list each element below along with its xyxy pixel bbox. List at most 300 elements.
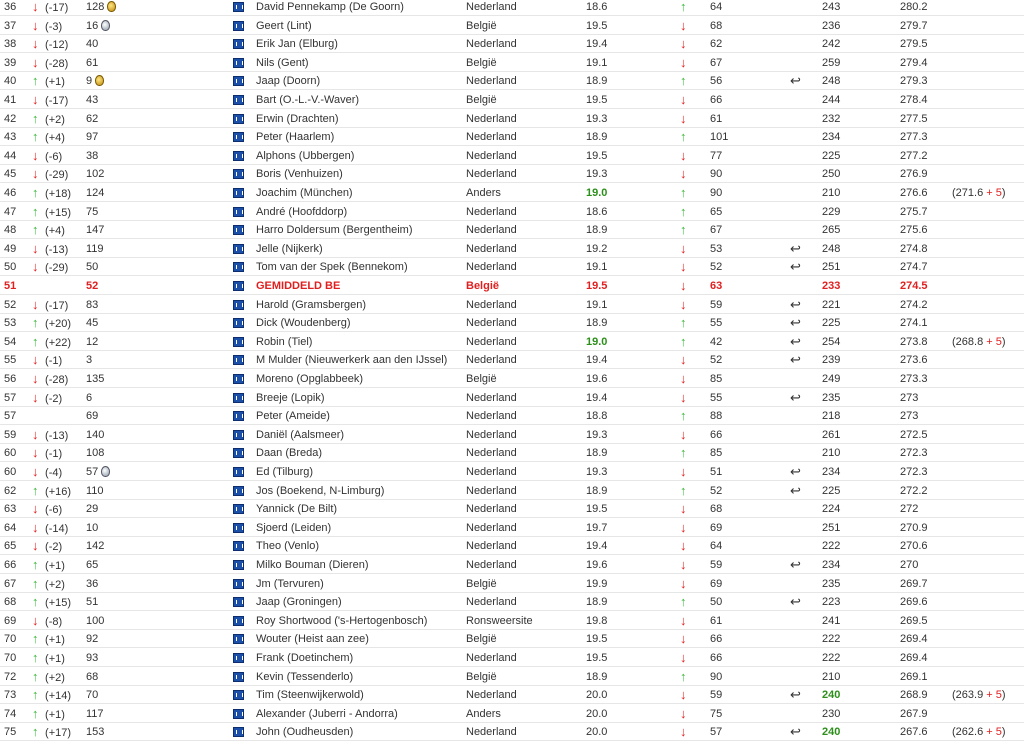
rank-cell: 65 [4,540,17,553]
previous-rank: 100 [86,614,105,627]
rank-cell: 47 [4,205,17,218]
rank-change [32,686,71,705]
player-name-link[interactable]: Peter (Ameide) [256,410,330,423]
country-cell: België [466,19,497,32]
rank-cell: 44 [4,149,17,162]
average-value: 19.2 [586,242,608,255]
trend-down-icon: ↓ [680,464,687,479]
player-name-link[interactable]: Peter (Haarlem) [256,131,335,144]
profile-card-icon[interactable] [233,58,244,68]
profile-card-icon[interactable] [233,355,244,365]
table-row [0,556,1024,574]
player-name-link[interactable]: Jm (Tervuren) [256,577,324,590]
table-row [0,110,1024,128]
trend-down-icon: ↓ [680,631,687,647]
rank-change-value: (+14) [42,690,72,703]
profile-card-icon[interactable] [233,262,244,272]
rank-change-value: (-8) [42,615,63,628]
rank-change-value: (+4) [42,132,65,145]
total-score: 280.2 [900,1,928,13]
total-score: 279.4 [900,56,928,69]
country-cell: Nederland [466,540,517,553]
arrow-up-icon: ↑ [32,129,39,145]
total-score: 279.7 [900,19,928,32]
table-row [0,686,1024,704]
rank-cell: 51 [4,280,17,292]
previous-rank: 140 [86,428,105,441]
rank-cell: 40 [4,75,17,88]
trend-up-icon: ↑ [680,0,687,14]
average-value: 19.5 [586,280,608,292]
trend-down-icon: ↓ [680,538,687,554]
profile-card-icon[interactable] [233,207,244,217]
rank-change [32,537,62,556]
country-cell: België [466,94,497,106]
profile-card-icon[interactable] [233,672,244,682]
rank-change [32,240,68,259]
profile-card-icon[interactable] [233,114,244,124]
profile-card-icon[interactable] [233,579,244,589]
rank-change-value: (+1) [42,653,65,665]
total-score: 277.3 [900,131,928,144]
table-row [0,147,1024,165]
rank-change [32,630,65,649]
previous-rank: 70 [86,689,99,702]
average-value: 19.0 [586,187,608,199]
profile-card-icon[interactable] [233,188,244,198]
points-cell: 85 [710,447,723,460]
trend-up-icon: ↑ [680,333,687,349]
rank-cell: 57 [4,391,17,404]
rank-change-value: (+2) [42,578,65,591]
points-cell: 88 [710,410,723,423]
return-arrow-icon: ↩ [790,464,801,479]
previous-rank: 142 [86,540,105,553]
table-row [0,649,1024,667]
profile-card-icon[interactable] [233,169,244,179]
score-cell: 249 [822,373,841,385]
player-name-link[interactable]: GEMIDDELD BE [256,280,341,292]
player-name-link[interactable]: Alphons (Ubbergen) [256,149,355,162]
arrow-down-icon: ↓ [32,538,39,554]
profile-card-icon[interactable] [233,690,244,700]
table-row [0,537,1024,555]
player-name-link[interactable]: Boris (Venhuizen) [256,168,343,181]
trend-down-icon: ↓ [680,687,687,703]
rank-change-value: (+18) [42,188,72,200]
previous-rank: 68 [86,670,99,683]
rank-change [32,463,62,482]
player-name-link[interactable]: Yannick (De Bilt) [256,503,338,516]
rank-cell: 42 [4,112,17,125]
total-score: 274.7 [900,261,928,274]
score-cell: 234 [822,466,841,478]
profile-card-icon[interactable] [233,39,244,49]
country-cell: Nederland [466,261,517,274]
rank-change [32,91,68,110]
player-name-link[interactable]: David Pennekamp (De Goorn) [256,1,404,13]
country-cell: Nederland [466,689,517,702]
rank-change [32,723,71,742]
rank-change [32,203,71,222]
return-arrow-icon: ↩ [790,73,801,89]
profile-card-icon[interactable] [233,448,244,458]
points-cell: 52 [710,484,723,497]
profile-card-icon[interactable] [233,709,244,719]
previous-rank: 153 [86,726,105,739]
arrow-down-icon: ↓ [32,54,39,70]
table-row [0,203,1024,221]
trend-up-icon: ↑ [680,185,687,200]
profile-card-icon[interactable] [233,225,244,235]
arrow-up-icon: ↑ [32,557,39,572]
total-score: 273 [900,410,919,423]
player-name-link[interactable]: Jaap (Groningen) [256,596,342,609]
score-cell: 225 [822,484,841,497]
rank-change [32,351,62,370]
points-cell: 66 [710,94,723,106]
player-name-link[interactable]: Harold (Gramsbergen) [256,298,367,311]
trend-down-icon: ↓ [680,389,687,405]
points-cell: 62 [710,38,723,51]
average-value: 19.4 [586,38,608,51]
bonus-score: (268.8 + 5) [952,335,1006,348]
player-name-link[interactable]: Daan (Breda) [256,447,323,460]
country-cell: België [466,373,497,385]
rank-change [32,668,65,687]
average-value: 19.3 [586,466,608,478]
arrow-up-icon: ↑ [32,724,39,740]
player-name-link[interactable]: Ed (Tilburg) [256,466,314,478]
rank-cell: 62 [4,484,17,497]
points-cell: 59 [710,559,723,571]
arrow-up-icon: ↑ [32,594,39,610]
table-row [0,463,1024,481]
rank-change-value: (-1) [42,355,63,368]
score-cell: 265 [822,224,841,237]
rank-cell: 74 [4,707,17,720]
average-value: 19.8 [586,614,608,627]
player-name-link[interactable]: Joachim (München) [256,187,353,199]
arrow-down-icon: ↓ [32,0,39,14]
player-name-link[interactable]: Bart (O.-L.-V.-Waver) [256,94,360,106]
rank-change-value: (+1) [42,560,65,572]
score-cell: 235 [822,391,841,404]
return-arrow-icon: ↩ [790,352,801,368]
score-cell: 210 [822,187,841,199]
profile-card-icon[interactable] [233,597,244,607]
arrow-down-icon: ↓ [32,92,39,107]
country-cell: Nederland [466,168,517,181]
rank-change [32,593,71,612]
score-cell: 223 [822,596,841,609]
rank-cell: 68 [4,596,17,609]
total-score: 269.6 [900,596,928,609]
rank-change [32,575,65,594]
profile-card-icon[interactable] [233,560,244,570]
player-name-link[interactable]: Frank (Doetinchem) [256,652,354,664]
country-cell: Nederland [466,726,517,739]
previous-rank: 135 [86,373,105,385]
average-value: 18.9 [586,75,608,88]
rank-cell: 52 [4,298,17,311]
previous-rank: 57 [86,463,110,481]
rank-cell: 72 [4,670,17,683]
average-value: 19.5 [586,652,608,664]
trend-up-icon: ↑ [680,594,687,610]
rank-change [32,296,68,315]
table-row [0,0,1024,16]
average-value: 18.6 [586,1,608,13]
table-row [0,72,1024,90]
profile-card-icon[interactable] [233,634,244,644]
average-value: 19.0 [586,335,608,348]
country-cell: Nederland [466,224,517,237]
total-score: 270.9 [900,521,928,534]
average-value: 18.8 [586,410,608,423]
player-name-link[interactable]: Tom van der Spek (Bennekom) [256,261,408,274]
arrow-up-icon: ↑ [32,650,39,665]
average-value: 19.3 [586,428,608,441]
arrow-up-icon: ↑ [32,73,39,89]
score-cell: 230 [822,707,841,720]
arrow-down-icon: ↓ [32,259,39,275]
profile-card-icon[interactable] [233,2,244,12]
points-cell: 53 [710,242,723,255]
arrow-up-icon: ↑ [32,110,39,126]
total-score: 272.5 [900,428,928,441]
player-name-link[interactable]: Alexander (Juberri - Andorra) [256,707,398,720]
points-cell: 101 [710,131,729,144]
player-name-link[interactable]: Jos (Boekend, N-Limburg) [256,484,385,497]
country-cell: Nederland [466,112,517,125]
arrow-down-icon: ↓ [32,36,39,52]
average-value: 19.4 [586,540,608,553]
points-cell: 66 [710,633,723,646]
table-row [0,705,1024,723]
score-cell: 248 [822,75,841,88]
player-name-link[interactable]: M Mulder (Nieuwerkerk aan den IJssel) [256,354,448,367]
score-cell: 224 [822,503,841,516]
trend-down-icon: ↓ [680,575,687,591]
player-name-link[interactable]: Wouter (Heist aan zee) [256,633,369,646]
table-row [0,482,1024,500]
previous-rank: 65 [86,559,99,571]
rank-change-value: (-29) [42,262,69,275]
total-score: 270 [900,559,919,571]
country-cell: Nederland [466,75,517,88]
player-name-link[interactable]: Tim (Steenwijkerwold) [256,689,364,702]
player-name-link[interactable]: Daniël (Aalsmeer) [256,428,345,441]
country-cell: België [466,633,497,646]
points-cell: 77 [710,149,723,162]
total-score: 269.1 [900,670,928,683]
player-name-link[interactable]: Milko Bouman (Dieren) [256,559,369,571]
rank-change-value: (-17) [42,95,69,107]
player-name-link[interactable]: Harro Doldersum (Bergentheim) [256,224,413,237]
total-score: 272.3 [900,447,928,460]
score-cell: 225 [822,317,841,330]
score-cell: 222 [822,540,841,553]
trend-down-icon: ↓ [680,296,687,312]
player-name-link[interactable]: Robin (Tiel) [256,335,313,348]
rank-change [32,705,65,724]
rank-cell: 41 [4,94,17,106]
score-cell: 234 [822,131,841,144]
table-row [0,35,1024,53]
average-value: 19.9 [586,577,608,590]
country-cell: Nederland [466,354,517,367]
rank-change-value: (-28) [42,57,69,70]
profile-card-icon[interactable] [233,300,244,310]
profile-card-icon[interactable] [233,653,244,663]
trend-down-icon: ↓ [680,17,687,33]
score-cell: 235 [822,577,841,590]
average-value: 18.9 [586,317,608,330]
points-cell: 69 [710,521,723,534]
score-cell: 251 [822,261,841,274]
score-cell: 244 [822,94,841,106]
country-cell: Nederland [466,484,517,497]
player-name-link[interactable]: Jaap (Doorn) [256,75,321,88]
points-cell: 85 [710,373,723,385]
player-name-link[interactable]: John (Oudheusden) [256,726,354,739]
player-name-link[interactable]: Dick (Woudenberg) [256,317,351,330]
trend-down-icon: ↓ [680,240,687,256]
previous-rank: 16 [86,17,110,35]
table-row [0,444,1024,462]
profile-card-icon[interactable] [233,430,244,440]
rank-change-value: (-6) [42,150,63,163]
rank-change [32,17,62,36]
player-name-link[interactable]: Breeje (Lopik) [256,391,325,404]
arrow-down-icon: ↓ [32,371,39,386]
average-value: 19.7 [586,521,608,534]
score-cell: 254 [822,335,841,348]
player-name-link[interactable]: Erik Jan (Elburg) [256,38,338,51]
profile-card-icon[interactable] [233,95,244,105]
rank-change-value: (-17) [42,2,69,14]
previous-rank: 147 [86,224,105,237]
player-name-link[interactable]: Nils (Gent) [256,56,309,69]
total-score: 272.2 [900,484,928,497]
player-name-link[interactable]: Geert (Lint) [256,19,312,32]
points-cell: 61 [710,112,723,125]
country-cell: Nederland [466,466,517,478]
rank-cell: 49 [4,242,17,255]
profile-card-icon[interactable] [233,76,244,86]
profile-card-icon[interactable] [233,486,244,496]
country-cell: Anders [466,187,501,199]
profile-card-icon[interactable] [233,411,244,421]
player-name-link[interactable]: André (Hoofddorp) [256,205,348,218]
country-cell: Nederland [466,335,517,348]
arrow-up-icon: ↑ [32,705,39,721]
score-cell: 248 [822,242,841,255]
rank-cell: 60 [4,447,17,460]
arrow-down-icon: ↓ [32,147,39,163]
rank-change [32,426,68,445]
profile-card-icon[interactable] [233,541,244,551]
country-cell: Anders [466,707,501,720]
arrow-down-icon: ↓ [32,296,39,312]
previous-rank: 61 [86,56,99,69]
average-value: 20.0 [586,726,608,739]
player-name-link[interactable]: Theo (Venlo) [256,540,319,553]
player-name-link[interactable]: Roy Shortwood ('s-Hertogenbosch) [256,614,428,627]
total-score: 269.4 [900,652,928,664]
score-cell: 240 [822,689,841,702]
player-name-link[interactable]: Sjoerd (Leiden) [256,521,332,534]
points-cell: 90 [710,670,723,683]
points-cell: 90 [710,187,723,199]
profile-card-icon[interactable] [233,281,244,291]
profile-card-icon[interactable] [233,318,244,328]
profile-card-icon[interactable] [233,337,244,347]
profile-card-icon[interactable] [233,727,244,737]
player-name-link[interactable]: Moreno (Opglabbeek) [256,373,364,385]
trend-down-icon: ↓ [680,650,687,665]
trend-up-icon: ↑ [680,129,687,145]
table-row [0,426,1024,444]
table-row [0,184,1024,202]
profile-card-icon[interactable] [233,21,244,31]
profile-card-icon[interactable] [233,393,244,403]
points-cell: 69 [710,577,723,590]
total-score: 274.8 [900,242,928,255]
profile-card-icon[interactable] [233,504,244,514]
rank-cell: 63 [4,503,17,516]
score-cell: 236 [822,19,841,32]
rank-change-value: (-2) [42,392,63,405]
points-cell: 65 [710,205,723,218]
player-name-link[interactable]: Erwin (Drachten) [256,112,339,125]
profile-card-icon[interactable] [233,132,244,142]
total-score: 273 [900,391,919,404]
profile-card-icon[interactable] [233,244,244,254]
total-score: 273.6 [900,354,928,367]
rank-change [32,184,71,203]
trend-down-icon: ↓ [680,54,687,70]
rank-change-value: (+1) [42,634,65,647]
profile-card-icon[interactable] [233,523,244,533]
profile-card-icon[interactable] [233,616,244,626]
profile-card-icon[interactable] [233,151,244,161]
points-cell: 90 [710,168,723,181]
points-cell: 55 [710,317,723,330]
profile-card-icon[interactable] [233,467,244,477]
profile-card-icon[interactable] [233,374,244,384]
country-cell: Nederland [466,428,517,441]
return-arrow-icon: ↩ [790,724,801,740]
average-value: 19.5 [586,94,608,106]
player-name-link[interactable]: Kevin (Tessenderlo) [256,670,354,683]
trend-down-icon: ↓ [680,501,687,517]
arrow-down-icon: ↓ [32,464,39,479]
rank-cell: 43 [4,131,17,144]
arrow-down-icon: ↓ [32,445,39,461]
country-cell: Nederland [466,391,517,404]
country-cell: Nederland [466,242,517,255]
score-cell: 210 [822,447,841,460]
rank-change [32,519,68,538]
trend-down-icon: ↓ [680,705,687,721]
rank-change-value: (-3) [42,20,63,33]
total-score: 274.1 [900,317,928,330]
rank-change-value: (+1) [42,76,65,89]
rank-cell: 67 [4,577,17,590]
player-name-link[interactable]: Jelle (Nijkerk) [256,242,323,255]
